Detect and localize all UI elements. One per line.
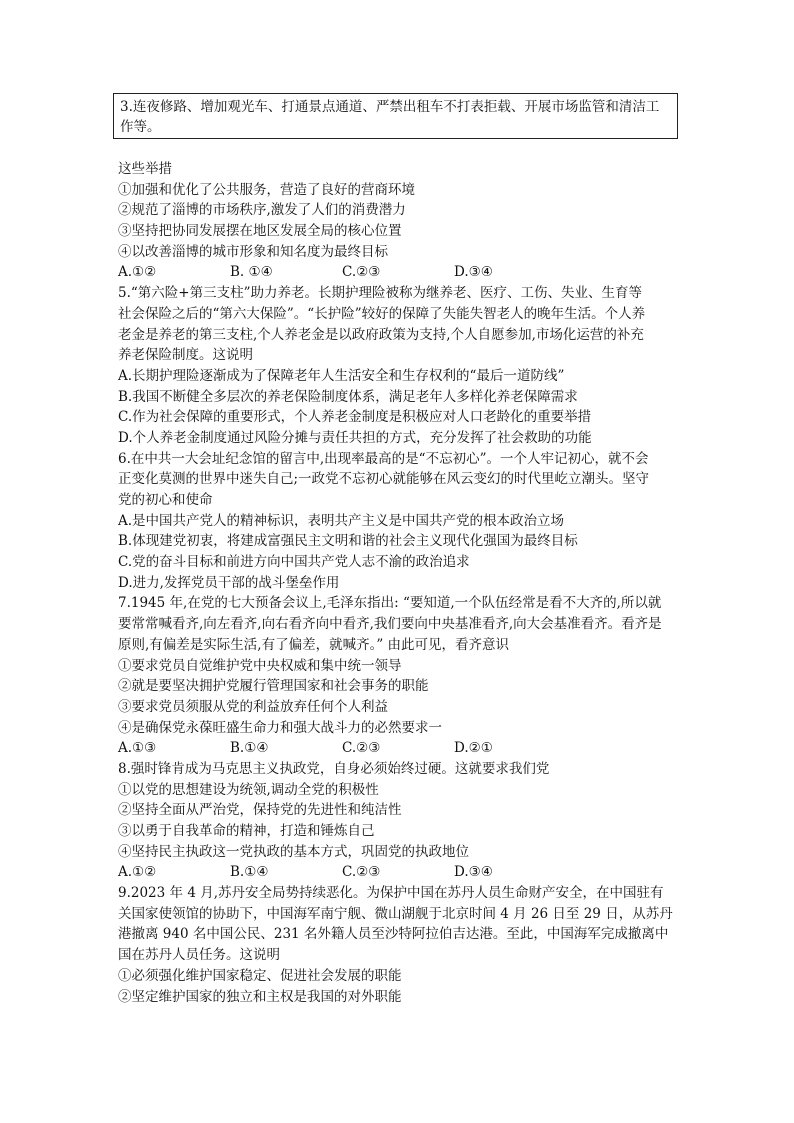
q4-item: ③坚持把协同发展摆在地区发展全局的核心位置: [118, 223, 402, 240]
option-c: C.②③: [342, 264, 381, 281]
q8-item: ①以党的思想建设为统领,调动全党的积极性: [118, 781, 379, 798]
q6-stem-line: 党的初心和使命: [118, 492, 213, 508]
option-a: A.①③: [118, 740, 157, 757]
option-b: B. ①④: [230, 264, 273, 281]
q7-stem-line: 原则,有偏差是实际生活,有了偏差，就喊齐。” 由此可见，看齐意识: [118, 636, 510, 653]
q5-stem-line: 老金是养老的第三支柱,个人养老金是以政府政策为支持,个人自愿参加,市场化运营的补充: [118, 326, 644, 343]
q7-item: ①要求党员自觉维护党中央权威和集中统一领导: [118, 657, 402, 674]
q7-stem-line: 7.1945 年,在党的七大预备会议上,毛泽东指出: “要知道,一个队伍经常是看不大齐的,所以就: [118, 595, 662, 612]
option-a: A.①②: [118, 864, 157, 881]
q9-item: ②坚定维护国家的独立和主权是我国的对外职能: [118, 988, 402, 1005]
question-3-material-box: [113, 93, 678, 139]
q9-item: ①必须强化维护国家稳定、促进社会发展的职能: [118, 967, 402, 984]
q7-item: ③要求党员须服从党的利益放弃任何个人利益: [118, 698, 388, 715]
q4-item: ①加强和优化了公共服务，营造了良好的营商环境: [118, 181, 415, 198]
q5-choice: C.作为社会保障的重要形式，个人养老金制度是积极应对人口老龄化的重要举措: [118, 409, 592, 426]
option-a: A.①②: [118, 264, 157, 281]
q6-choice: A.是中国共产党人的精神标识，表明共产主义是中国共产党的根本政治立场: [118, 512, 565, 529]
q4-stem: 这些举措: [118, 161, 172, 177]
q4-item: ④以改善淄博的城市形象和知名度为最终目标: [118, 243, 388, 260]
q7-item: ②就是要坚决拥护党履行管理国家和社会事务的职能: [118, 678, 429, 695]
q5-choice: D.个人养老金制度通过风险分摊与责任共担的方式，充分发挥了社会救助的功能: [118, 429, 592, 446]
q5-choice: A.长期护理险逐渐成为了保障老年人生活安全和生存权利的“最后一道防线”: [118, 367, 565, 384]
q5-choice: B.我国不断健全多层次的养老保险制度体系，满足老年人多样化养老保障需求: [118, 388, 578, 405]
q5-stem-line: 社会保险之后的“第六大保险”。“长护险”较好的保障了失能失智老人的晚年生活。个人养: [118, 305, 646, 322]
option-b: B.①④: [230, 740, 269, 757]
q6-choice: B.体现建党初衷，将建成富强民主文明和谐的社会主义现代化强国为最终目标: [118, 533, 578, 550]
q9-stem-line: 9.2023 年 4 月,苏丹安全局势持续恶化。为保护中国在苏丹人员生命财产安全，在中国驻有: [118, 885, 664, 902]
option-d: D.②①: [454, 740, 493, 757]
q9-stem-line: 关国家使领馆的协助下，中国海军南宁舰、微山湖舰于北京时间 4 月 26 日至 29 日，从苏丹: [118, 905, 673, 922]
option-b: B.①④: [230, 864, 269, 881]
q5-stem-line: 5.“第六险+第三支柱”助力养老。长期护理险被称为继养老、医疗、工伤、失业、生育等: [118, 285, 642, 302]
q4-options: [118, 262, 684, 283]
q7-options: [118, 738, 684, 759]
q4-item: ②规范了淄博的市场秩序,激发了人们的消费潜力: [118, 202, 406, 219]
q7-stem-line: 要常常喊看齐,向左看齐,向右看齐向中看齐,我们要向中央基准看齐,向大会基准看齐。看齐是: [118, 616, 662, 633]
option-d: D.③④: [454, 264, 493, 281]
q9-stem-line: 港撤离 940 名中国公民、231 名外籍人员至沙特阿拉伯吉达港。至此，中国海军完成撤离中: [118, 926, 669, 943]
q6-choice: D.进力,发挥党员干部的战斗堡垒作用: [118, 574, 340, 591]
q7-item: ④是确保党永葆旺盛生命力和强大战斗力的必然要求一: [118, 719, 442, 736]
q8-item: ②坚持全面从严治党，保持党的先进性和纯洁性: [118, 802, 402, 819]
option-c: C.②③: [342, 864, 381, 881]
q9-stem-line: 国在苏丹人员任务。这说明: [118, 947, 280, 964]
q8-item: ④坚持民主执政这一党执政的基本方式，巩固党的执政地位: [118, 843, 469, 860]
question-content: [118, 159, 684, 1007]
q6-stem-line: 6.在中共一大会址纪念馆的留言中,出现率最高的是“不忘初心”。一个人牢记初心，就不会: [118, 450, 649, 467]
q5-stem-line: 养老保险制度。这说明: [118, 347, 253, 364]
q8-item: ③以勇于自我革命的精神，打造和锤炼自己: [118, 823, 375, 839]
q8-options: [118, 862, 684, 883]
q8-stem: 8.强时锋肯成为马克思主义执政党，自身必须始终过硬。这就要求我们党: [118, 760, 550, 777]
option-c: C.②③: [342, 740, 381, 757]
material-text: 3.连夜修路、增加观光车、打通景点通道、严禁出租车不打表拒载、开展市场监管和清洁工作等。: [120, 99, 660, 135]
q6-stem-line: 正变化莫测的世界中迷失自己;一政党不忘初心就能够在风云变幻的时代里屹立潮头。坚守: [118, 471, 650, 488]
option-d: D.③④: [454, 864, 493, 881]
q6-choice: C.党的奋斗目标和前进方向中国共产党人志不渝的政治追求: [118, 554, 470, 571]
